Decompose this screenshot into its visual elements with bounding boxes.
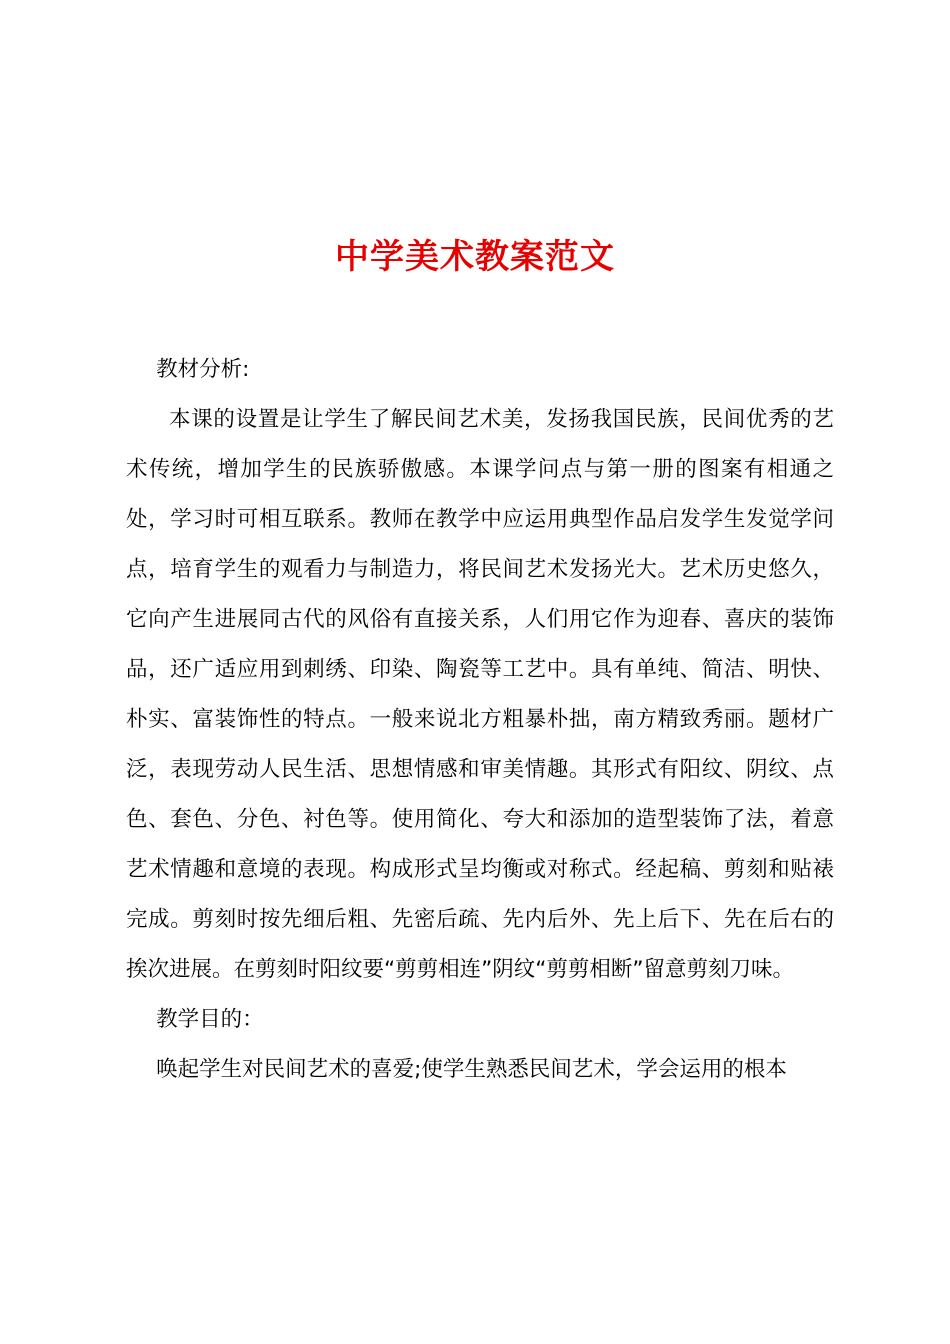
section-heading-teaching-objectives: 教学目的：: [156, 1007, 264, 1032]
document-title: 中学美术教案范文: [335, 236, 615, 277]
paragraph-textbook-analysis: 本课的设置是让学生了解民间艺术美，发扬我国民族，民间优秀的艺术传统，增加学生的民族骄傲感。本课学问点与第一册的图案有相通之处，学习时可相互联系。教师在教学中应运用典型作品启发学生发觉学问点，培育学生的观看力与制造力，将民间艺术发扬光大。艺术历史悠久，它向产生进展同古代的风俗有直接关系，人们用它作为迎春、喜庆的装饰品，还广适应用到刺绣、印染、陶瓷等工艺中。具有单纯、简洁、明快、朴实、富装饰性的特点。一般来说北方粗暴朴拙，南方精致秀丽。题材广泛，表现劳动人民生活、思想情感和审美情趣。其形式有阳纹、阴纹、点色、套色、分色、衬色等。使用简化、夸大和添加的造型装饰了法，着意艺术情趣和意境的表现。构成形式呈均衡或对称式。经起稿、剪刻和贴裱完成。剪刻时按先细后粗、先密后疏、先内后外、先上后下、先在后右的挨次进展。在剪刻时阳纹要“剪剪相连”阴纹“剪剪相断”留意剪刻刀味。: [126, 407, 834, 982]
paragraph-teaching-objectives: 唤起学生对民间艺术的喜爱;使学生熟悉民间艺术，学会运用的根本: [156, 1057, 787, 1082]
document-body: [126, 345, 834, 1095]
section-heading-textbook-analysis: 教材分析:: [156, 357, 250, 382]
